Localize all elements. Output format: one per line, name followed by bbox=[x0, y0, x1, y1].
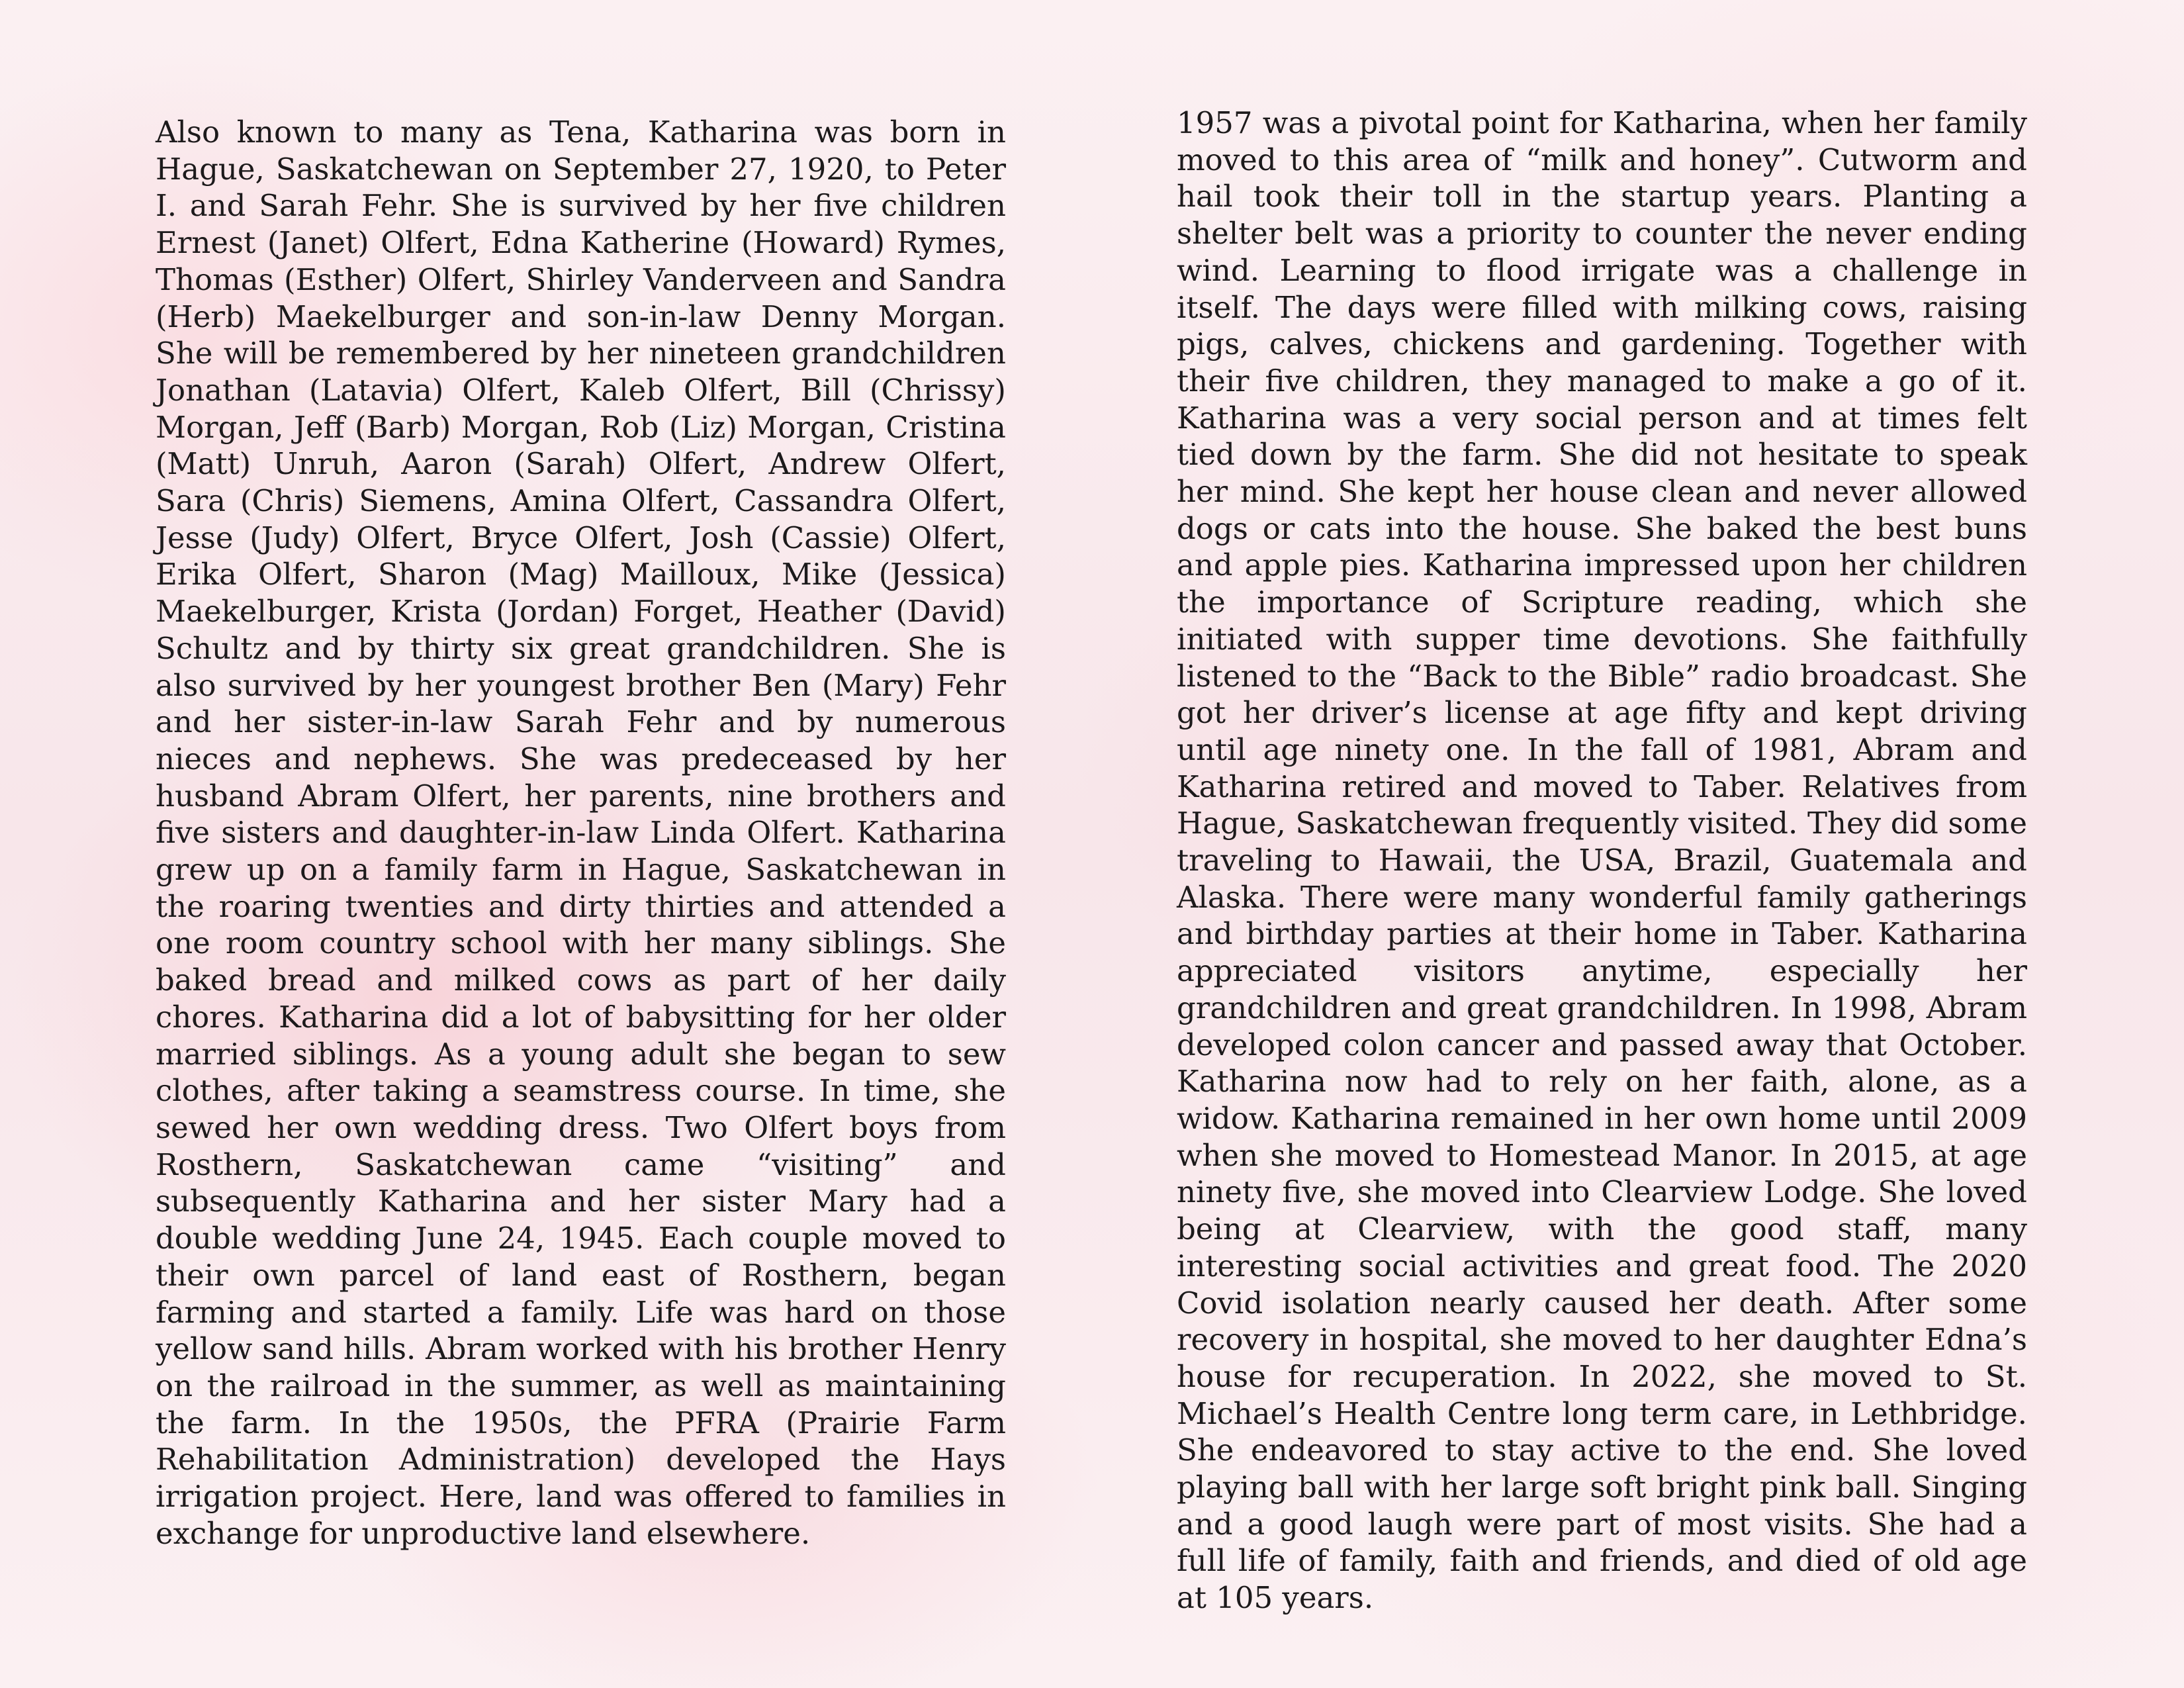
obituary-left-column: Also known to many as Tena, Katharina was born in Hague, Saskatchewan on September 27, 1920, to Peter I. and Sarah Fehr. She is survived by her five children Ernest (Janet) Olfert, Edna Katherine (Howard) Rymes, Thomas (Esther) Olfert, Shirley Vanderveen and Sandra (Herb) Maekelburger and son-in-law Denny Morgan. She will be remembered by her nineteen grandchildren Jonathan (Latavia) Olfert, Kaleb Olfert, Bill (Chrissy) Morgan, Jeff (Barb) Morgan, Rob (Liz) Morgan, Cristina (Matt) Unruh, Aaron (Sarah) Olfert, Andrew Olfert, Sara (Chris) Siemens, Amina Olfert, Cassandra Olfert, Jesse (Judy) Olfert, Bryce Olfert, Josh (Cassie) Olfert, Erika Olfert, Sharon (Mag) Mailloux, Mike (Jessica) Maekelburger, Krista (Jordan) Forget, Heather (David) Schultz and by thirty six great grandchildren. She is also survived by her youngest brother Ben (Mary) Fehr and her sister-in-law Sarah Fehr and by numerous nieces and nephews. She was predeceased by her husband Abram Olfert, her parents, nine brothers and five sisters and daughter-in-law Linda Olfert. Katharina grew up on a family farm in Hague, Saskatchewan in the roaring twenties and dirty thirties and attended a one room country school with her many siblings. She baked bread and milked cows as part of her daily chores. Katharina did a lot of babysitting for her older married siblings. As a young adult she began to sew clothes, after taking a seamstress course. In time, she sewed her own wedding dress. Two Olfert boys from Rosthern, Saskatchewan came “visiting” and subsequently Katharina and her sister Mary had a double wedding June 24, 1945. Each couple moved to their own parcel of land east of Rosthern, began farming and started a family. Life was hard on those yellow sand hills. Abram worked with his brother Henry on the railroad in the summer, as well as maintaining the farm. In the 1950s, the PFRA (Prairie Farm Rehabilitation Administration) developed the Hays irrigation project. Here, land was offered to families in exchange for unproductive land elsewhere. bbox=[156, 115, 1006, 1551]
obituary-right-column: 1957 was a pivotal point for Katharina, when her family moved to this area of “milk and honey”. Cutworm and hail took their toll in the startup years. Planting a shelter belt was a priority to counter the never ending wind. Learning to flood irrigate was a challenge in itself. The days were filled with milking cows, raising pigs, calves, chickens and gardening. Together with their five children, they managed to make a go of it. Katharina was a very social person and at times felt tied down by the farm. She did not hesitate to speak her mind. She kept her house clean and never allowed dogs or cats into the house. She baked the best buns and apple pies. Katharina impressed upon her children the importance of Scripture reading, which she initiated with supper time devotions. She faithfully listened to the “Back to the Bible” radio broadcast. She got her driver’s license at age fifty and kept driving until age ninety one. In the fall of 1981, Abram and Katharina retired and moved to Taber. Relatives from Hague, Saskatchewan frequently visited. They did some traveling to Hawaii, the USA, Brazil, Guatemala and Alaska. There were many wonderful family gatherings and birthday parties at their home in Taber. Katharina appreciated visitors anytime, especially her grandchildren and great grandchildren. In 1998, Abram developed colon cancer and passed away that October. Katharina now had to rely on her faith, alone, as a widow. Katharina remained in her own home until 2009 when she moved to Homestead Manor. In 2015, at age ninety five, she moved into Clearview Lodge. She loved being at Clearview, with the good staff, many interesting social activities and great food. The 2020 Covid isolation nearly caused her death. After some recovery in hospital, she moved to her daughter Edna’s house for recuperation. In 2022, she moved to St. Michael’s Health Centre long term care, in Lethbridge. She endeavored to stay active to the end. She loved playing ball with her large soft bright pink ball. Singing and a good laugh were part of most visits. She had a full life of family, faith and friends, and died of old age at 105 years. bbox=[1177, 105, 2027, 1616]
